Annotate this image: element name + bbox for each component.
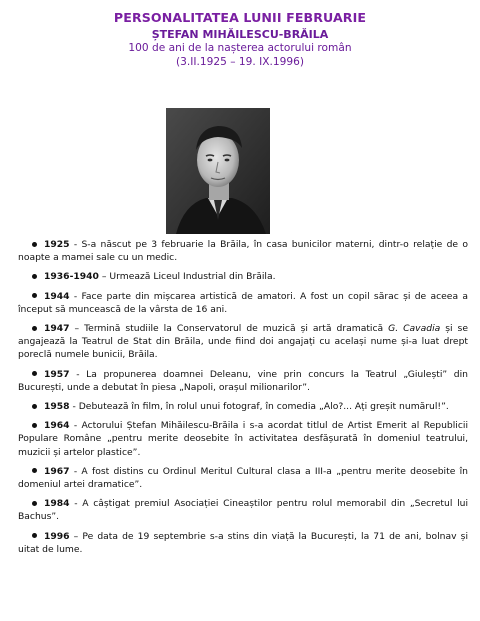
- bullet-icon: [32, 533, 37, 538]
- timeline-entry: 1947 – Termină studiile la Conservatorul de muzică și artă dramatică G. Cavadia și se angajează la Teatrul de Stat din Brăila, unde fiind doi angajați cu același nume și-a luat drept poreclă numele bunicii, Brăila.: [18, 323, 468, 361]
- bullet-icon: [32, 326, 37, 331]
- timeline-entry: 1964 - Actorului Ștefan Mihăilescu-Brăila i s-a acordat titlul de Artist Emerit al Republicii Populare Române „pentru merite deosebite în activitatea desfășurată în domeniul teatrului, muzicii și artelor plastice”.: [18, 420, 468, 458]
- bullet-icon: [32, 242, 37, 247]
- header: [0, 10, 480, 69]
- timeline: [18, 238, 468, 562]
- anniversary-line: 100 de ani de la nașterea actorului român: [128, 42, 352, 55]
- bullet-icon: [32, 501, 37, 506]
- page-title: PERSONALITATEA LUNII FEBRUARIE: [113, 10, 367, 25]
- timeline-entry: 1984 - A câștigat premiul Asociației Cineaștilor pentru rolul memorabil din „Secretul lui Bachus”.: [18, 498, 468, 523]
- life-dates: (3.II.1925 – 19. IX.1996): [176, 55, 304, 68]
- bullet-icon: [32, 468, 37, 473]
- bullet-icon: [32, 404, 37, 409]
- timeline-entry: 1936-1940 – Urmează Liceul Industrial din Brăila.: [18, 270, 468, 283]
- portrait-photo: [166, 108, 270, 234]
- timeline-entry: 1967 - A fost distins cu Ordinul Meritul Cultural clasa a III-a „pentru merite deosebite în domeniul artei dramatice”.: [18, 465, 468, 491]
- timeline-entry: 1957 - La propunerea doamnei Deleanu, vine prin concurs la Teatrul „Giulești” din București, unde a debutat în piesa „Napoli, orașul milionarilor”.: [18, 368, 468, 393]
- bullet-icon: [32, 423, 37, 428]
- timeline-entry: 1925 - S-a născut pe 3 februarie la Brăila, în casa bunicilor materni, dintr-o relație de o noapte a mamei sale cu un medic.: [18, 239, 468, 264]
- bullet-icon: [32, 274, 37, 279]
- timeline-entry: 1996 – Pe data de 19 septembrie s-a stins din viață la București, la 71 de ani, bolnav și uitat de lume.: [18, 530, 468, 555]
- person-name: ȘTEFAN MIHĂILESCU-BRĂILA: [151, 28, 329, 42]
- bullet-icon: [32, 293, 37, 298]
- bullet-icon: [32, 371, 37, 376]
- timeline-entry: 1944 - Face parte din mișcarea artistică de amatori. A fost un copil sărac și de aceea a început să muncească de la vârsta de 16 ani.: [18, 290, 468, 315]
- timeline-entry: 1958 - Debutează în film, în rolul unui fotograf, în comedia „Alo?... Ați greșit numărul!”.: [18, 400, 468, 413]
